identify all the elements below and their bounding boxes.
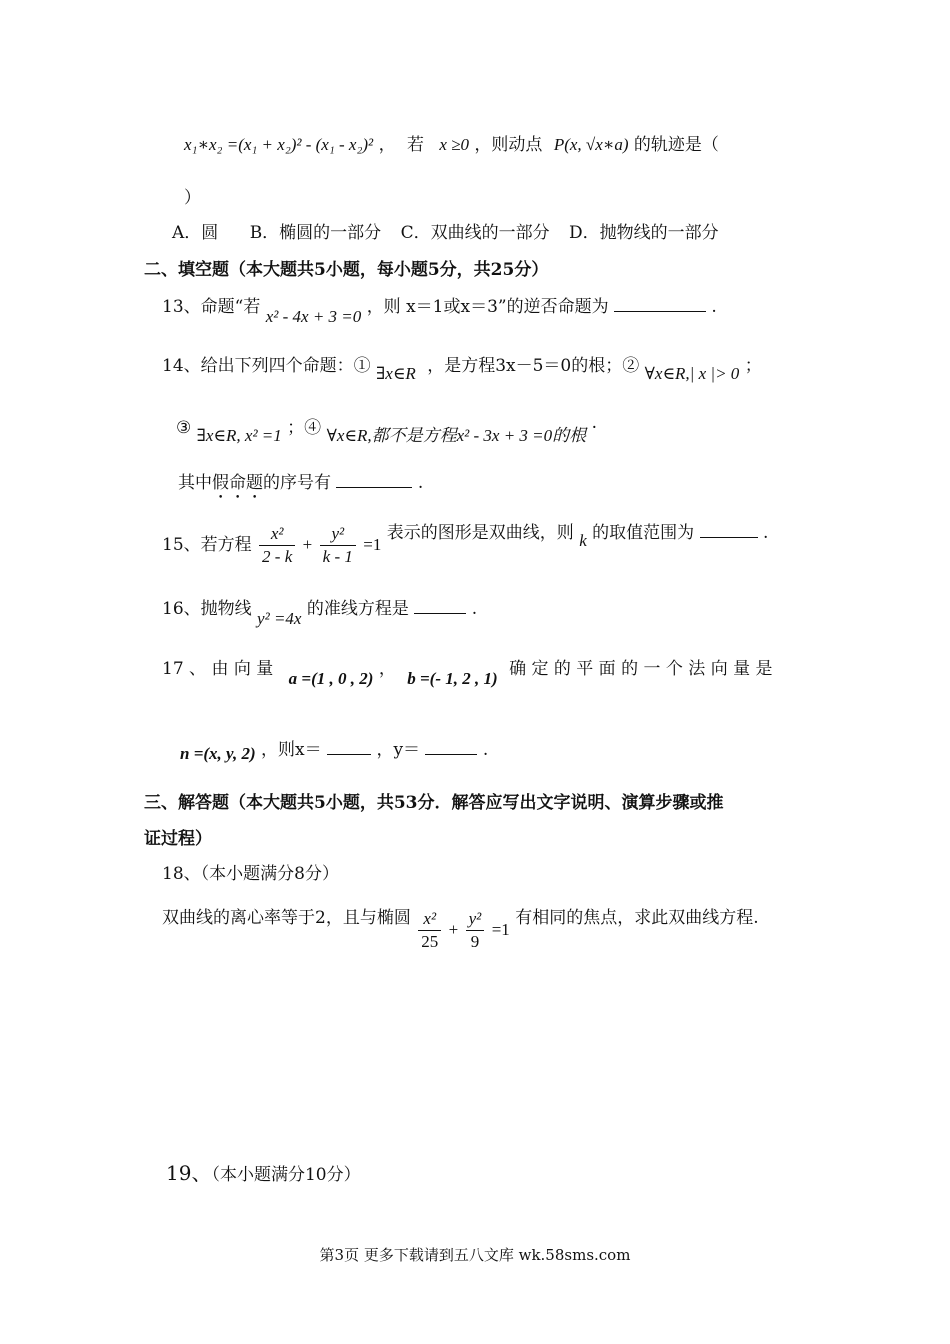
q18-prefix: 双曲线的离心率等于2，且与椭圆 [162,908,411,928]
q15-f2-den: k - 1 [322,547,353,566]
page-footer: 第3页 更多下载请到五八文库 wk.58sms.com [319,1246,631,1264]
q12-tail: 的轨迹是（ [633,135,719,155]
q13-end: . [711,297,717,317]
q14-c4: ；④ [287,418,322,438]
q16 [162,597,478,628]
q12-formula: x₁∗x₂ =(x₁ + x₂)² - (x₁ - x₂)² [184,135,374,154]
q18-plus: + [448,920,459,939]
q18-f1-den: 25 [421,932,439,951]
q14-prefix: 14、给出下列四个命题：① [162,356,371,376]
section3-title-line2: 证过程） [144,829,212,849]
q17 [162,657,773,688]
q12-point: P(x, √x∗a) [553,135,629,154]
q14-q-end: . [417,473,424,493]
option-d: D．抛物线的一部分 [569,223,719,243]
q12-cond: x ≥0 [439,135,470,154]
q15-mid: 表示的图形是双曲线，则 [386,523,574,543]
q15 [162,520,768,570]
q15-k: k [579,531,587,550]
section2-title: 二、填空题（本大题共5小题，每小题5分，共25分） [144,260,549,280]
q14-blank[interactable] [336,471,412,488]
q19-header-line [166,1161,361,1187]
q15-blank[interactable] [700,521,758,538]
q16-blank[interactable] [414,597,466,614]
q15-frac1 [259,523,295,568]
q12-options [172,221,719,245]
q18-f1-num: x² [418,908,441,931]
q19-num: 19、 [166,1161,212,1185]
q14-mid1: ，是方程3x－5＝0的根；② [427,356,640,376]
q14-p2: ∀x∈R,| x |> 0 [644,364,740,383]
q18-f2-den: 9 [470,932,480,951]
q17-end: . [482,740,489,760]
q18-header: 18、（本小题满分8分） [162,864,339,884]
q13-blank[interactable] [614,295,706,312]
q14-c3: ③ [176,418,192,438]
q17-a: a =(1 , 0 , 2) [288,669,374,688]
q14-q-suffix: 的序号有 [263,473,331,493]
q15-eq: =1 [363,535,382,554]
q17-line2 [180,738,488,762]
q15-prefix: 15、若方程 [162,535,252,555]
q17-prefix: 17 、 由 向 量 [162,659,274,679]
q12-condition-line [184,133,719,157]
q18-frac2 [466,908,485,953]
q12-then: ，则动点 [474,135,543,155]
q15-f2-num: y² [320,523,356,546]
q16-rest: 的准线方程是 [306,599,409,619]
q15-f1-num: x² [259,523,295,546]
q13-formula: x² - 4x + 3 =0 [265,307,362,326]
q17-then-y: ，y＝ [376,740,421,760]
q16-end: . [471,599,478,619]
option-a: A．圆 [172,223,219,243]
q12-close [184,186,201,210]
q17-comma: ， [378,659,396,679]
q12-comma: ， [378,135,396,155]
q16-prefix: 16、抛物线 [162,599,252,619]
q12-if: 若 [406,135,424,155]
q17-blank-y[interactable] [425,738,477,755]
q13-prefix: 13、命题“若 [162,297,261,317]
q15-end: . [762,523,769,543]
q17-rest: 确 定 的 平 面 的 一 个 法 向 量 是 [509,659,773,679]
q19-header: （本小题满分10分） [211,1165,361,1185]
q18-eq: =1 [491,920,510,939]
q13-rest: x＝1或x＝3”的逆否命题为 [406,297,609,317]
q12-close-paren: ） [184,188,201,208]
q14-q-prefix: 其中 [178,473,212,493]
q18-body [162,905,759,955]
q18-frac1 [418,908,441,953]
option-c: C．双曲线的一部分 [400,223,550,243]
q17-blank-x[interactable] [327,738,371,755]
section3-title-line1: 三、解答题（本大题共5小题，共53分．解答应写出文字说明、演算步骤或推 [144,793,724,813]
q15-f1-den: 2 - k [262,547,293,566]
q14-p4: ∀x∈R,都不是方程x² - 3x + 3 =0的根 [326,426,587,445]
q18-f2-num: y² [466,908,485,931]
q13-mid: ，则 [366,297,401,317]
q14-semi: ； [744,356,762,376]
q14 [162,354,762,383]
q15-rest: 的取值范围为 [592,523,695,543]
q14-line2 [176,416,597,445]
q14-dot: · [591,418,597,438]
q17-then-x: ，则x＝ [261,740,322,760]
q17-n: n =(x, y, 2) [180,744,256,763]
q18-rest: 有相同的焦点，求此双曲线方程. [515,908,759,928]
q15-plus: + [302,535,313,554]
q14-question [178,471,423,503]
q15-frac2 [320,523,356,568]
q13 [162,295,717,326]
q17-b: b =(- 1, 2 , 1) [407,669,498,688]
q14-p3: ∃x∈R, x² =1 [196,426,282,445]
q14-p1: ∃x∈R [376,364,416,383]
option-b: B．椭圆的一部分 [249,223,382,243]
q16-formula: y² =4x [257,609,302,628]
q14-q-emph: 假命题 [212,473,263,493]
